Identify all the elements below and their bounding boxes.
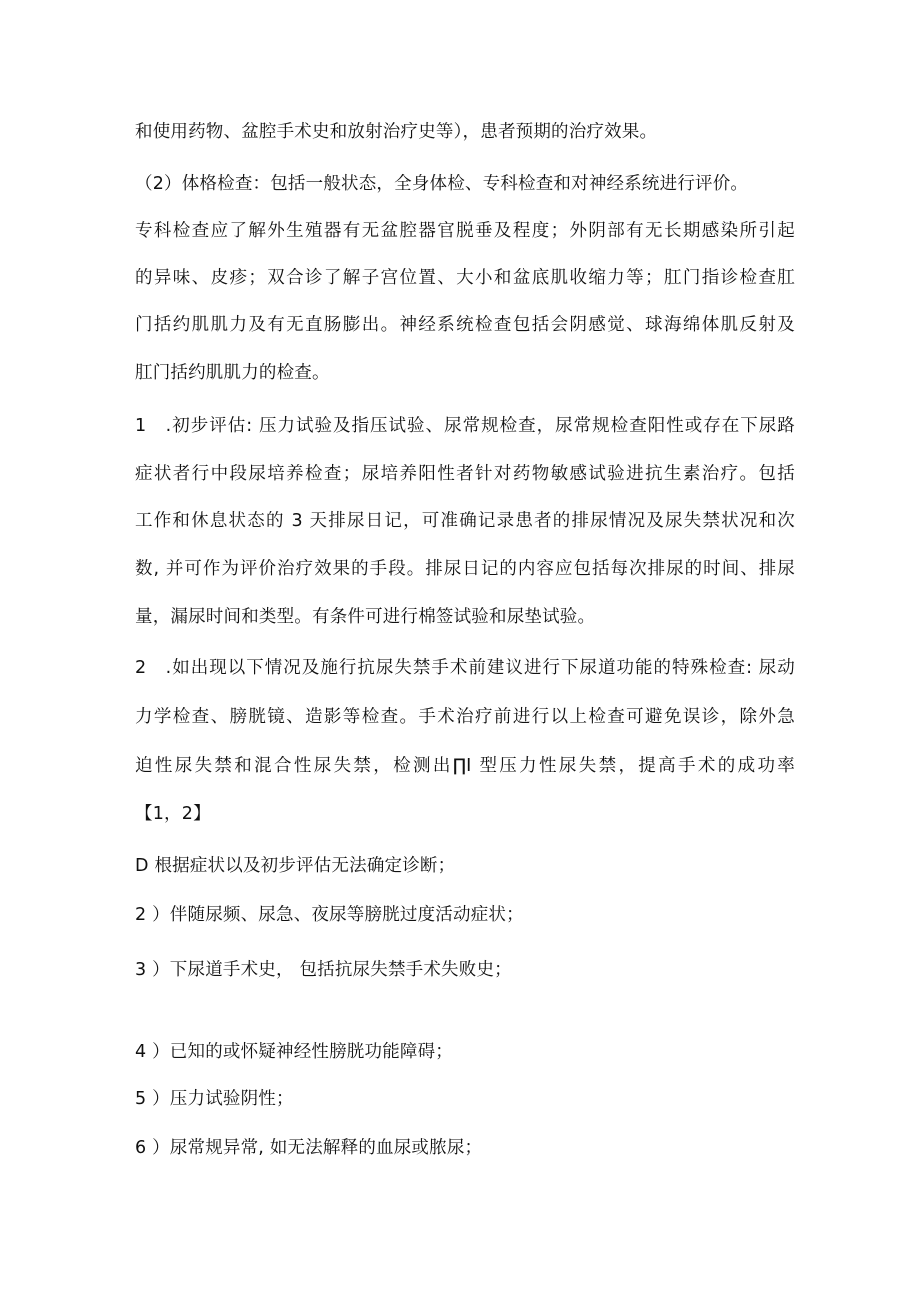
text-line: 量，漏尿时间和类型。有条件可进行棉签试验和尿垫试验。 [135,607,596,627]
text-line: 5 ）压力试验阴性； [135,1089,294,1109]
text-line: 1 .初步评估: 压力试验及指压试验、尿常规检查，尿常规检查阳性或存在下尿路 [135,416,795,436]
text-line: 2 .如出现以下情况及施行抗尿失禁手术前建议进行下尿道功能的特殊检查: 尿动 [135,658,795,678]
text-line: 和使用药物、盆腔手术史和放射治疗史等），患者预期的治疗效果。 [135,122,658,142]
text-line: 3 ）下尿道手术史， 包括抗尿失禁手术失败史； [135,960,512,980]
text-line: 的异味、皮疹；双合诊了解子宫位置、大小和盆底肌收缩力等；肛门指诊检查肛 [135,268,795,288]
text-line: 迫性尿失禁和混合性尿失禁，检测出∏I 型压力性尿失禁，提高手术的成功率 [135,756,795,776]
text-line: 症状者行中段尿培养检查；尿培养阳性者针对药物敏感试验进抗生素治疗。包括 [135,464,795,484]
text-line: （2）体格检查：包括一般状态，全身体检、专科检查和对神经系统进行评价。 [135,174,749,194]
text-line: 肛门括约肌肌力的检查。 [135,363,330,383]
text-line: 4 ）已知的或怀疑神经性膀胱功能障碍； [135,1042,453,1062]
text-line: 【1，2】 [135,804,211,824]
text-line: 工作和休息状态的 3 天排尿日记，可准确记录患者的排尿情况及尿失禁状况和次 [135,511,795,531]
text-line: 6 ）尿常规异常, 如无法解释的血尿或脓尿； [135,1138,483,1158]
text-line: 数, 并可作为评价治疗效果的手段。排尿日记的内容应包括每次排尿的时间、排尿 [135,559,795,579]
text-line: 门括约肌肌力及有无直肠膨出。神经系统检查包括会阴感觉、球海绵体肌反射及 [135,315,795,335]
text-line: 2 ）伴随尿频、尿急、夜尿等膀胱过度活动症状； [135,905,524,925]
text-line: D 根据症状以及初步评估无法确定诊断； [135,856,456,876]
text-line: 力学检查、膀胱镜、造影等检查。手术治疗前进行以上检查可避免误诊，除外急 [135,707,795,727]
text-line: 专科检查应了解外生殖器有无盆腔器官脱垂及程度；外阴部有无长期感染所引起 [135,221,795,241]
